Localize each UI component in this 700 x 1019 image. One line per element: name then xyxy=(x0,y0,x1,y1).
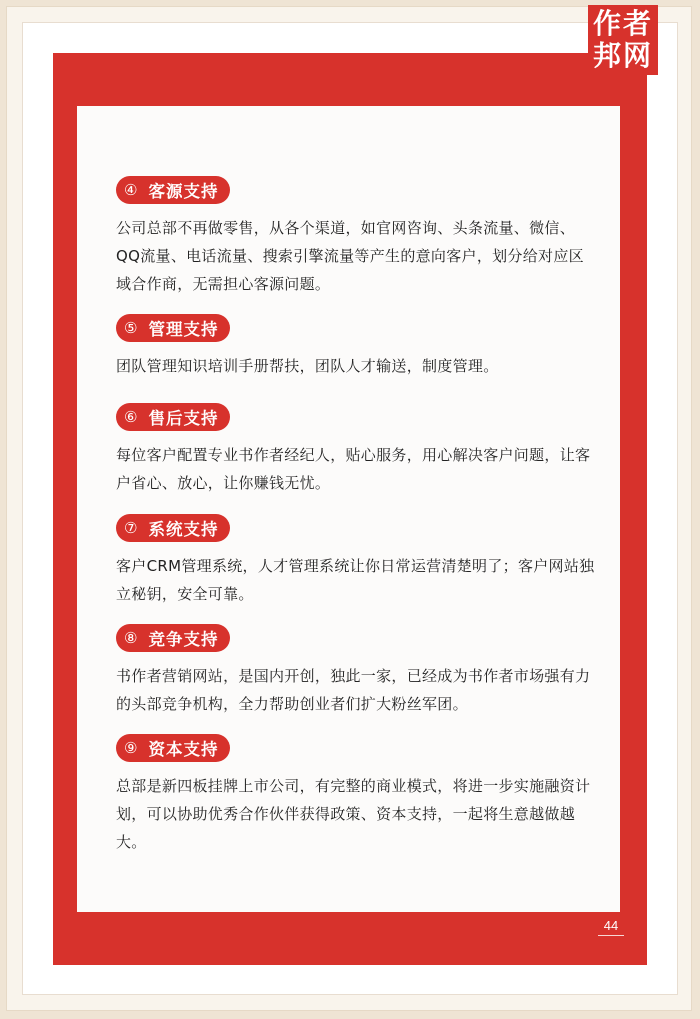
section-text: 团队管理知识培训手册帮扶，团队人才输送，制度管理。 xyxy=(116,357,499,375)
section-heading xyxy=(116,624,230,652)
logo-line-2: 邦网 xyxy=(592,39,653,72)
section-number: ⑤ xyxy=(124,319,139,337)
section-number: ⑥ xyxy=(124,408,139,426)
section-text: 总部是新四板挂牌上市公司，有完整的商业模式，将进一步实施融资计划，可以协助优秀合作伙伴获得政策、资本支持，一起将生意越做越大。 xyxy=(116,777,591,851)
section-heading xyxy=(116,403,230,431)
section-title: 资本支持 xyxy=(148,740,219,759)
brand-logo xyxy=(588,5,658,75)
section-system xyxy=(116,514,596,608)
section-number: ⑦ xyxy=(124,519,139,537)
section-text: 书作者营销网站，是国内开创，独此一家，已经成为书作者市场强有力的头部竞争机构，全力帮助创业者们扩大粉丝军团。 xyxy=(116,667,591,713)
section-number: ④ xyxy=(124,181,139,199)
section-text: 公司总部不再做零售，从各个渠道，如官网咨询、头条流量、微信、QQ流量、电话流量、搜索引擎流量等产生的意向客户，划分给对应区域合作商，无需担心客源问题。 xyxy=(116,219,584,293)
section-heading xyxy=(116,176,230,204)
section-title: 客源支持 xyxy=(148,182,219,201)
section-title: 售后支持 xyxy=(148,409,219,428)
section-title: 竞争支持 xyxy=(148,630,219,649)
section-competition xyxy=(116,624,596,718)
section-title: 管理支持 xyxy=(148,320,219,339)
section-heading xyxy=(116,734,230,762)
section-title: 系统支持 xyxy=(148,520,219,539)
logo-line-1: 作者 xyxy=(592,7,653,40)
page-number: 44 xyxy=(598,918,624,936)
section-heading xyxy=(116,314,230,342)
section-after-sales xyxy=(116,403,596,497)
section-text: 客户CRM管理系统，人才管理系统让你日常运营清楚明了；客户网站独立秘钥，安全可靠。 xyxy=(116,557,595,603)
section-text: 每位客户配置专业书作者经纪人，贴心服务，用心解决客户问题，让客户省心、放心，让你赚钱无忧。 xyxy=(116,446,591,492)
section-management xyxy=(116,314,596,380)
section-number: ⑧ xyxy=(124,629,139,647)
section-customer-source xyxy=(116,176,596,298)
section-number: ⑨ xyxy=(124,739,139,757)
section-heading xyxy=(116,514,230,542)
section-capital xyxy=(116,734,596,856)
